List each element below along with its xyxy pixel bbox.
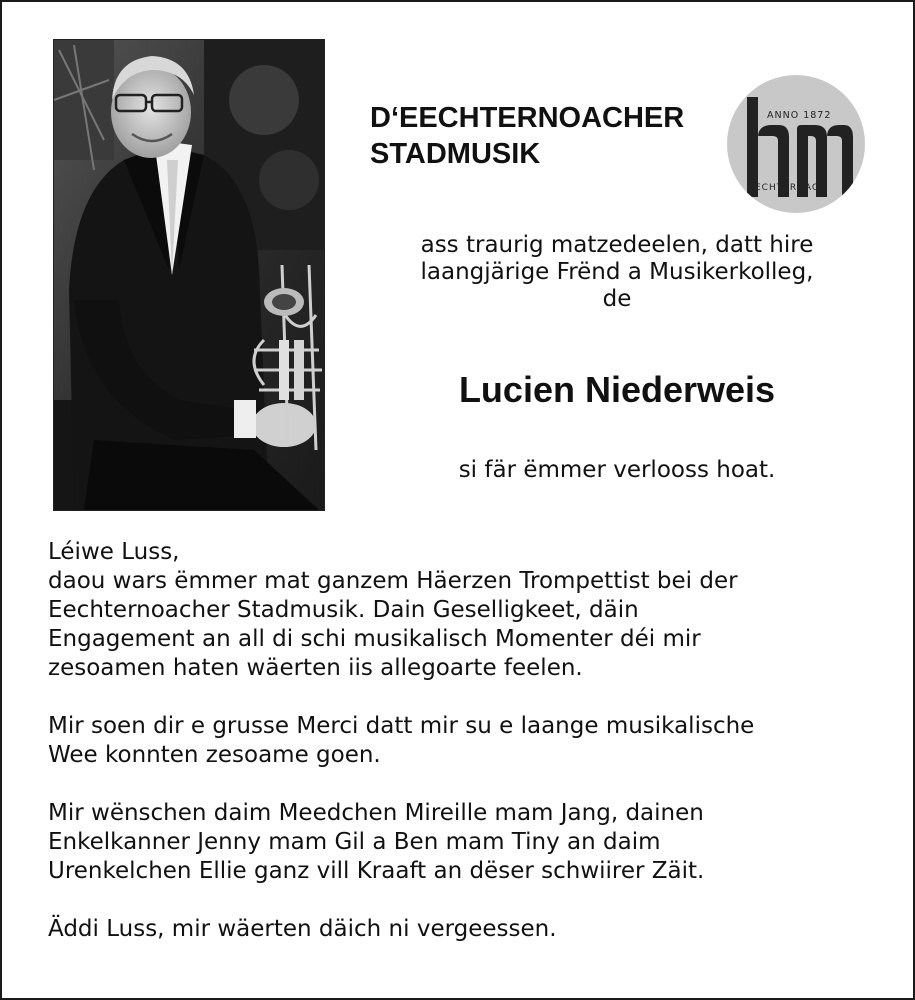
organization-name: [370, 100, 710, 172]
letter-paragraph: [48, 567, 888, 683]
letter-line: zesoamen haten wäerten iis allegoarte feelen.: [48, 655, 583, 681]
intro-line: laangjärige Frënd a Musikerkolleg,: [420, 259, 814, 285]
letter-line: Urenkelchen Ellie ganz vill Kraaft an dëser schwiirer Zäit.: [48, 858, 705, 884]
logo-anno-text: ANNO 1872: [767, 110, 832, 121]
letter-paragraph: [48, 799, 888, 886]
farewell-letter: [48, 538, 888, 973]
letter-line: Äddi Luss, mir wäerten däich ni vergeessen.: [48, 916, 557, 942]
letter-paragraph: [48, 915, 888, 944]
stadmusik-logo: [727, 75, 865, 213]
announcement-closing: si fär ëmmer verlooss hoat.: [458, 457, 776, 483]
letter-line: daou wars ëmmer mat ganzem Häerzen Trompettist bei der: [48, 568, 738, 594]
letter-line: Eechternoacher Stadmusik. Dain Geselligkeet, däin: [48, 597, 639, 623]
letter-line: Mir soen dir e grusse Merci datt mir su e laange musikalische: [48, 713, 755, 739]
letter-salutation: Léiwe Luss,: [48, 539, 180, 565]
intro-line: ass traurig matzedeelen, datt hire: [420, 232, 814, 258]
logo-city-text: ECHTERNACH: [755, 183, 827, 193]
stadmusik-logo-icon: [727, 75, 865, 213]
trumpet-player-portrait-icon: [54, 40, 324, 510]
letter-line: Engagement an all di schi musikalisch Momenter déi mir: [48, 626, 701, 652]
letter-line: Mir wënschen daim Meedchen Mireille mam Jang, dainen: [48, 800, 704, 826]
letter-paragraph: [48, 712, 888, 770]
organization-name-line2: STADMUSIK: [370, 138, 541, 170]
letter-line: Enkelkanner Jenny mam Gil a Ben mam Tiny an daim: [48, 829, 661, 855]
announcement-intro: [342, 232, 892, 313]
deceased-name: Lucien Niederweis: [458, 369, 776, 410]
portrait-photo: [53, 39, 325, 511]
intro-line: de: [602, 286, 632, 312]
logo-monogram-text: hm: [727, 75, 729, 76]
organization-name-line1: D‘EECHTERNOACHER: [370, 102, 685, 134]
letter-line: Wee konnten zesoame goen.: [48, 742, 381, 768]
